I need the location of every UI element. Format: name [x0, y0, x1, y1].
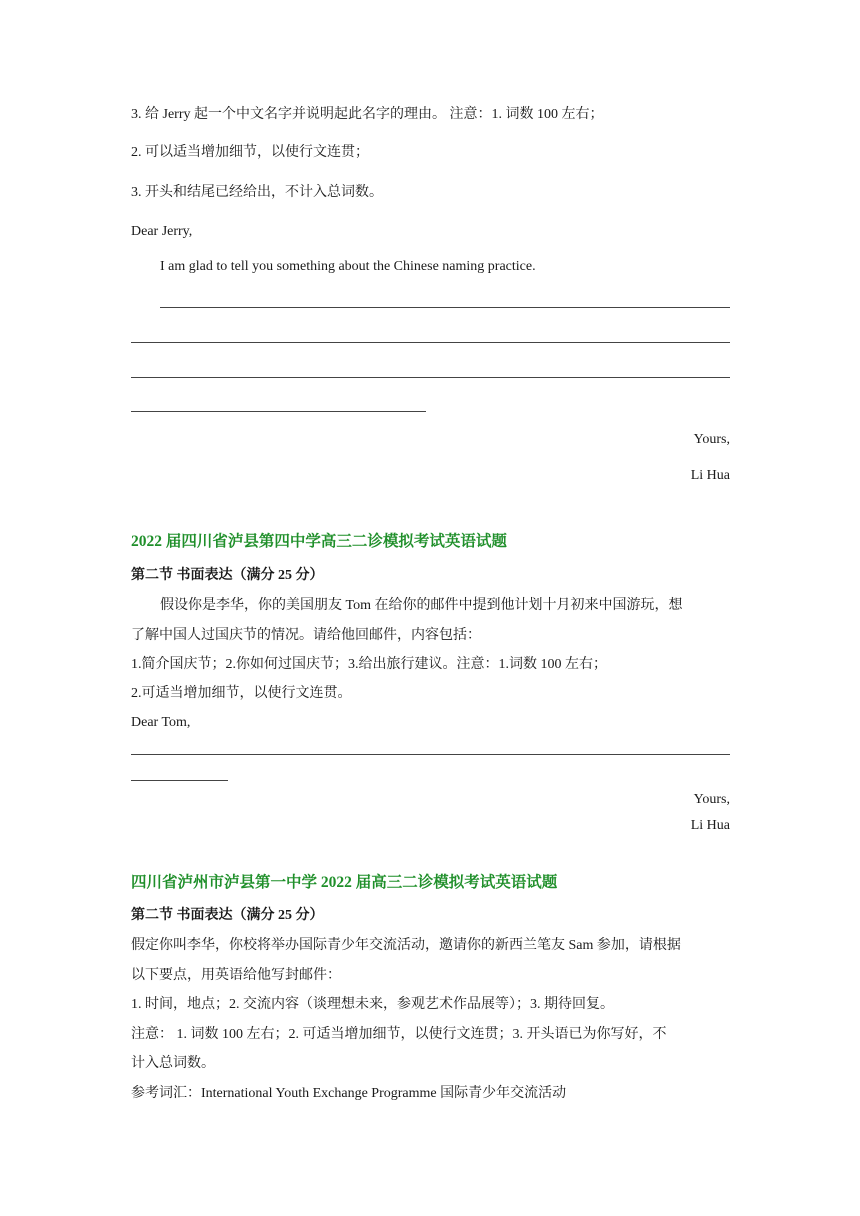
s1-item3: 3. 给 Jerry 起一个中文名字并说明起此名字的理由。 注意：1. 词数 100 左右； — [131, 107, 604, 122]
s1-closing: Yours, — [693, 432, 730, 447]
writing-line — [131, 342, 730, 343]
s3-vocab: 参考词汇：International Youth Exchange Programme 国际青少年交流活动 — [131, 1086, 567, 1101]
s2-para1: 假设你是李华，你的美国朋友 Tom 在给你的邮件中提到他计划十月初来中国游玩，想 — [160, 598, 683, 613]
s3-para3: 1. 时间，地点；2. 交流内容（谈理想未来，参观艺术作品展等）；3. 期待回复。 — [131, 997, 614, 1012]
s1-note3: 3. 开头和结尾已经给出，不计入总词数。 — [131, 185, 383, 200]
s2-para3: 1.简介国庆节；2.你如何过国庆节；3.给出旅行建议。注意：1.词数 100 左右； — [131, 657, 607, 672]
s1-greeting: Dear Jerry, — [131, 224, 193, 239]
s2-greeting: Dear Tom, — [131, 715, 191, 730]
s2-closing: Yours, — [693, 792, 730, 807]
s2-signature: Li Hua — [690, 818, 730, 833]
s1-signature: Li Hua — [690, 468, 730, 483]
s3-para4: 注意： 1. 词数 100 左右；2. 可适当增加细节，以使行文连贯；3. 开头语已为你写好，不 — [131, 1027, 667, 1042]
s3-para2: 以下要点，用英语给他写封邮件： — [131, 968, 341, 983]
writing-line — [131, 377, 730, 378]
writing-line — [131, 780, 228, 781]
writing-line — [131, 411, 426, 412]
s3-para5: 计入总词数。 — [131, 1056, 215, 1071]
s1-opening: I am glad to tell you something about the Chinese naming practice. — [160, 259, 536, 274]
section-part-heading: 第二节 书面表达（满分 25 分） — [131, 568, 324, 583]
writing-line — [131, 754, 730, 755]
s2-para4: 2.可适当增加细节，以使行文连贯。 — [131, 686, 352, 701]
s3-para1: 假定你叫李华，你校将举办国际青少年交流活动，邀请你的新西兰笔友 Sam 参加，请根据 — [131, 938, 681, 953]
s1-note2: 2. 可以适当增加细节，以使行文连贯； — [131, 145, 369, 160]
section-title: 2022 届四川省泸县第四中学高三二诊模拟考试英语试题 — [131, 533, 507, 550]
section-part-heading: 第二节 书面表达（满分 25 分） — [131, 908, 324, 923]
section-title: 四川省泸州市泸县第一中学 2022 届高三二诊模拟考试英语试题 — [131, 874, 558, 891]
s2-para2: 了解中国人过国庆节的情况。请给他回邮件，内容包括： — [131, 628, 481, 643]
writing-line — [160, 307, 730, 308]
